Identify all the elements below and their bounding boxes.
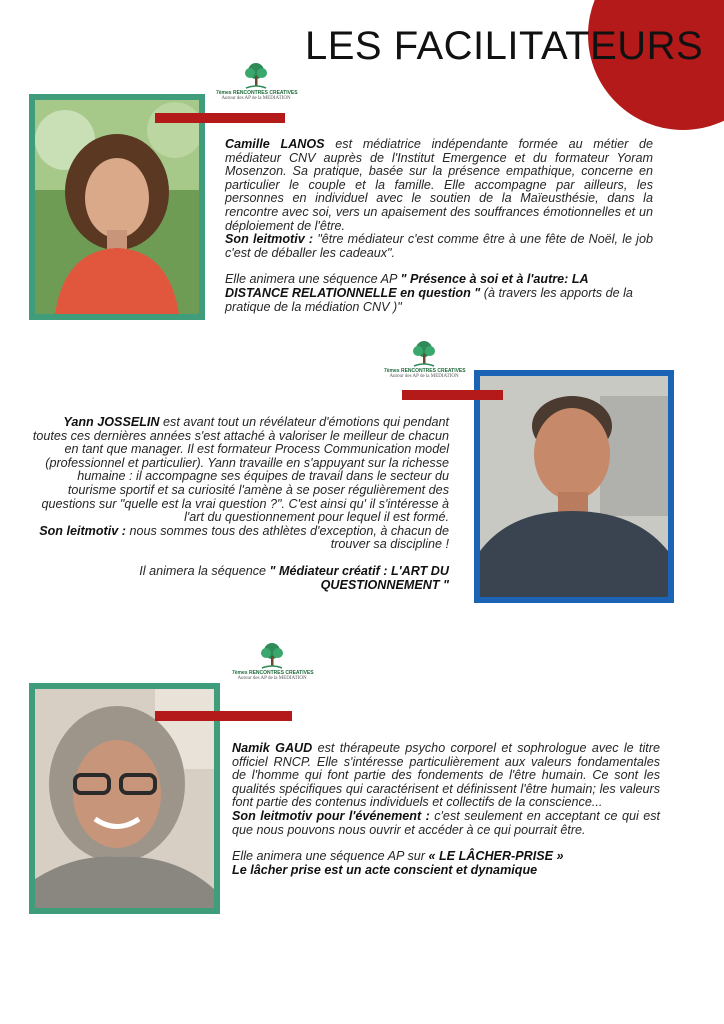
- tree-icon: [411, 340, 437, 368]
- page-title: LES FACILITATEURS: [305, 24, 704, 68]
- session-title: « LE LÂCHER-PRISE »: [428, 849, 564, 864]
- event-logo: [384, 340, 464, 379]
- facilitator-bio: est thérapeute psycho corporel et sophrologue avec le titre officiel RNCP. Elle s'intéresse particulièrement aux valeurs fondamentales de l'homme qui font partie des fondements de l'être humain. Ce sont les qualités spécifiques qui caractérisent et définissent l'être humain; les valeurs font partie des contenus individuels et collectifs de la conscience...: [232, 741, 660, 810]
- motto-label: Son leitmotiv :: [39, 523, 130, 538]
- logo-line2: Autour des AP de la MEDIATION: [221, 96, 291, 101]
- portrait-woman-curly-hair: [35, 100, 199, 314]
- facilitator-name: Yann JOSSELIN: [63, 415, 160, 429]
- bio-block-camille: [225, 138, 653, 314]
- tree-icon: [259, 642, 285, 670]
- logo-line2: Autour des AP de la MEDIATION: [389, 374, 459, 379]
- photo-frame-camille: [29, 94, 205, 320]
- motto-text: "être médiateur c'est comme être à une fête de Noël, le job c'est de déballer les cadeaux".: [225, 232, 653, 260]
- accent-bar: [155, 113, 285, 123]
- motto-label: Son leitmotiv pour l'événement :: [232, 808, 435, 823]
- bio-block-namik: [232, 742, 660, 877]
- portrait-woman-glasses: [35, 689, 214, 908]
- session-title: " Présence à soi et à l'autre: LA DISTANCE RELATIONNELLE en question ": [225, 272, 589, 300]
- portrait-man-smiling: [480, 376, 668, 597]
- tree-icon: [243, 62, 269, 90]
- session-suffix: (à travers les apports de la pratique de la médiation CNV )": [225, 285, 633, 314]
- bio-block-yann: [26, 416, 449, 592]
- session-intro: Elle animera une séquence AP: [225, 272, 401, 287]
- logo-line2: Autour des AP de la MEDIATION: [237, 676, 307, 681]
- motto-text: c'est seulement en acceptant ce qui est que nous pouvons nous ouvrir et accéder à ce qui pourrait être.: [232, 808, 660, 837]
- motto-text: nous sommes tous des athlètes d'exception, à chacun de trouver sa discipline !: [129, 523, 449, 552]
- session-intro: Il animera la séquence: [139, 563, 270, 578]
- session-intro: Elle animera une séquence AP sur: [232, 849, 429, 864]
- accent-bar: [155, 711, 292, 721]
- facilitator-bio: est médiatrice indépendante formée au métier de médiateur CNV auprès de l'Institut Emergence et du formateur Yoram Mosenzon. Sa pratique, basée sur la présence empathique, concerne en particulier le couple et la famille. Elle accompagne par ailleurs, les personnes en individuel avec le soutien de la Maïeusthésie, dans la rencontre avec soi, vers un apaisement des souffrances émotionnelles et un déploiement de l'être.: [225, 137, 653, 233]
- logo-line1: 7èmes RENCONTRES CREATIVES: [216, 90, 298, 96]
- photo-frame-yann: [474, 370, 674, 603]
- facilitator-bio: est avant tout un révélateur d'émotions qui pendant toutes ces dernières années s'est attaché à valoriser le meilleur de chacun en tant que manager. Il est formateur Process Communication model (professionnel et particulier). Yann travaille en s'appuyant sur la richesse humaine : il accompagne ses équipes de travail dans le secteur du tourisme sportif et sa curiosité l'amène à se poser régulièrement des questions sur "quelle est la vrai question ?". C'est ainsi qu' il s'intéresse à l'art du questionnement pour lequel il est formé.: [32, 415, 449, 525]
- facilitator-name: Namik GAUD: [232, 741, 313, 755]
- logo-line1: 7èmes RENCONTRES CREATIVES: [384, 368, 466, 374]
- facilitator-name: Camille LANOS: [225, 137, 325, 151]
- session-tagline: Le lâcher prise est un acte conscient et dynamique: [232, 862, 538, 877]
- event-logo: [232, 642, 312, 681]
- accent-bar: [402, 390, 503, 400]
- event-logo: [216, 62, 296, 101]
- session-title: " Médiateur créatif : L'ART DU QUESTIONNEMENT ": [269, 563, 449, 592]
- motto-label: Son leitmotiv :: [225, 232, 318, 247]
- logo-line1: 7èmes RENCONTRES CREATIVES: [232, 670, 314, 676]
